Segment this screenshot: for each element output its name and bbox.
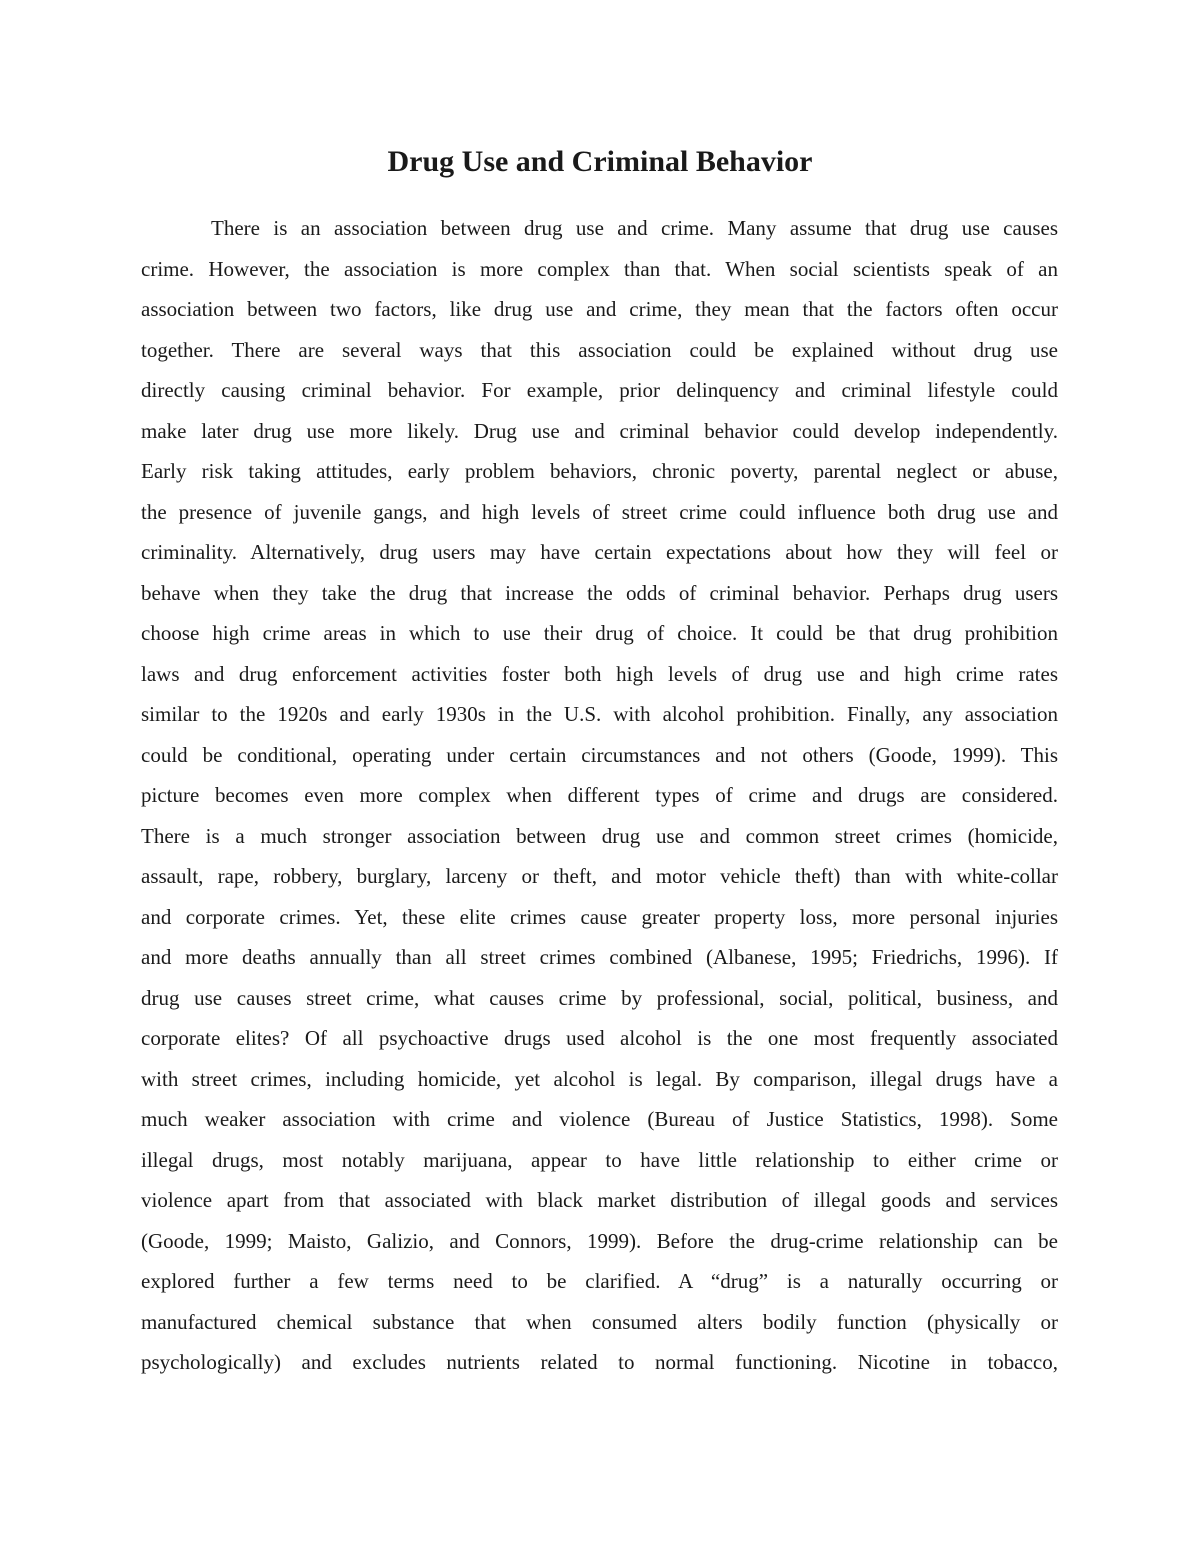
paragraph-line: There is a much stronger association between drug use and common street crimes (homicide, bbox=[141, 823, 1058, 848]
document-title: Drug Use and Criminal Behavior bbox=[387, 145, 813, 178]
paragraph-line: much weaker association with crime and violence (Bureau of Justice Statistics, 1998). Some bbox=[141, 1107, 1058, 1131]
paragraph-line: with street crimes, including homicide, yet alcohol is legal. By comparison, illegal drugs have a bbox=[141, 1066, 1058, 1091]
paragraph-line: crime. However, the association is more complex than that. When social scientists speak of an bbox=[141, 256, 1058, 281]
paragraph-line: the presence of juvenile gangs, and high levels of street crime could influence both drug use and bbox=[141, 499, 1058, 524]
paragraph-line: assault, rape, robbery, burglary, larceny or theft, and motor vehicle theft) than with white-collar bbox=[141, 864, 1058, 888]
paragraph-line: behave when they take the drug that increase the odds of criminal behavior. Perhaps drug users bbox=[141, 580, 1058, 605]
paragraph-line: similar to the 1920s and early 1930s in the U.S. with alcohol prohibition. Finally, any association bbox=[141, 702, 1058, 726]
paragraph-line: criminality. Alternatively, drug users may have certain expectations about how they will feel or bbox=[141, 540, 1058, 564]
paragraph-line: choose high crime areas in which to use their drug of choice. It could be that drug prohibition bbox=[141, 621, 1058, 645]
paragraph-line: illegal drugs, most notably marijuana, appear to have little relationship to either crime or bbox=[141, 1147, 1058, 1172]
paragraph-line: explored further a few terms need to be clarified. A “drug” is a naturally occurring or bbox=[141, 1269, 1058, 1293]
paragraph-line: drug use causes street crime, what causes crime by professional, social, political, business, and bbox=[141, 985, 1058, 1010]
paragraph-line: directly causing criminal behavior. For example, prior delinquency and criminal lifestyle could bbox=[141, 378, 1058, 402]
paragraph-line: manufactured chemical substance that when consumed alters bodily function (physically or bbox=[141, 1309, 1058, 1334]
paragraph-line: could be conditional, operating under certain circumstances and not others (Goode, 1999). This bbox=[141, 742, 1058, 767]
paragraph-line: picture becomes even more complex when different types of crime and drugs are considered. bbox=[141, 783, 1058, 807]
paragraph-line: violence apart from that associated with black market distribution of illegal goods and services bbox=[141, 1188, 1058, 1212]
paragraph-line: corporate elites? Of all psychoactive drugs used alcohol is the one most frequently associated bbox=[141, 1026, 1058, 1050]
paragraph-line: and corporate crimes. Yet, these elite crimes cause greater property loss, more personal injuries bbox=[141, 904, 1058, 929]
paragraph-line: (Goode, 1999; Maisto, Galizio, and Connors, 1999). Before the drug-crime relationship can be bbox=[141, 1228, 1058, 1253]
paragraph-line: association between two factors, like drug use and crime, they mean that the factors often occur bbox=[141, 297, 1058, 321]
paragraph-line: laws and drug enforcement activities foster both high levels of drug use and high crime rates bbox=[141, 661, 1058, 686]
paragraph-line: psychologically) and excludes nutrients related to normal functioning. Nicotine in tobacco, bbox=[141, 1350, 1058, 1374]
paragraph-line: There is an association between drug use and crime. Many assume that drug use causes bbox=[211, 216, 1058, 240]
paragraph-line: make later drug use more likely. Drug use and criminal behavior could develop independently. bbox=[141, 418, 1058, 443]
paragraph-line: Early risk taking attitudes, early problem behaviors, chronic poverty, parental neglect or abuse, bbox=[141, 459, 1058, 483]
paragraph-line: together. There are several ways that this association could be explained without drug use bbox=[141, 337, 1058, 362]
body-paragraph bbox=[141, 208, 1058, 1383]
paragraph-line: and more deaths annually than all street crimes combined (Albanese, 1995; Friedrichs, 1996). If bbox=[141, 945, 1058, 969]
